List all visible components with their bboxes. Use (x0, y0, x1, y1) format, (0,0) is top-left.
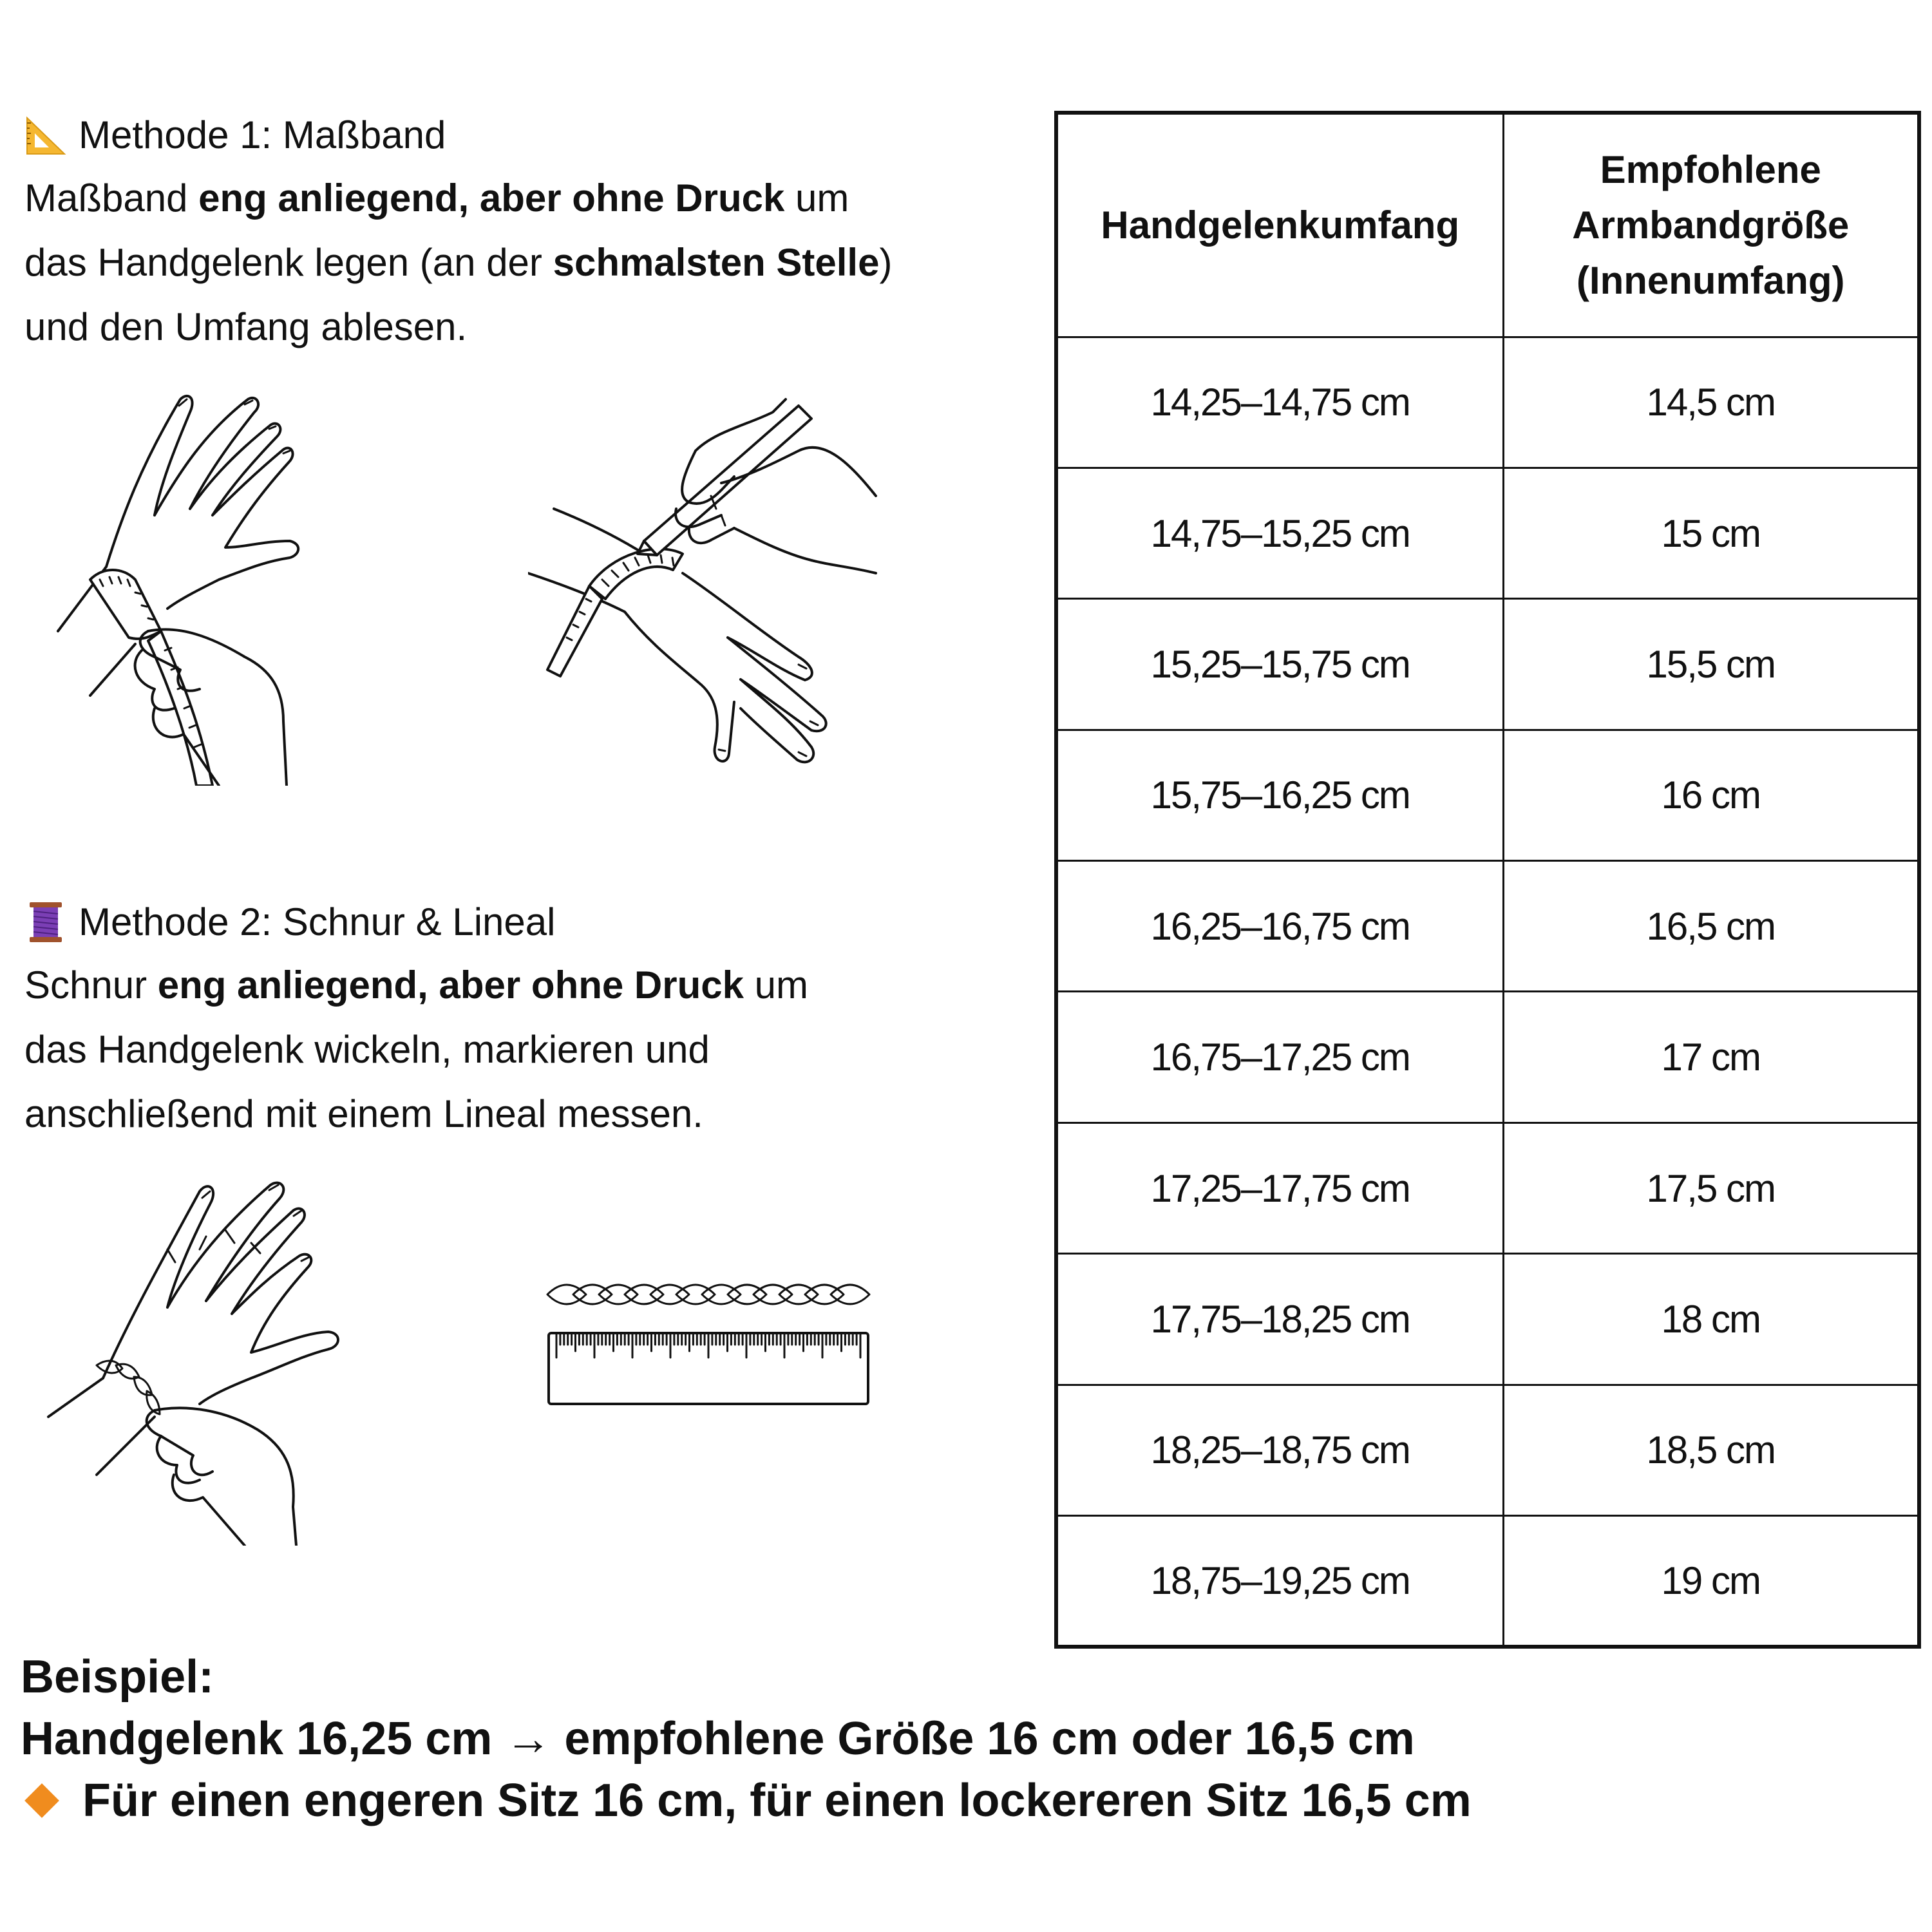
tape-measure-hand-illustration (52, 386, 322, 786)
size-cell: 15,5 cm (1503, 599, 1919, 730)
table-row (1056, 599, 1919, 730)
table-row (1056, 861, 1919, 992)
orange-diamond-icon (24, 1783, 59, 1818)
table-row (1056, 1122, 1919, 1253)
table-row (1056, 992, 1919, 1122)
string-hand-illustration (45, 1172, 354, 1546)
tape-and-pen-illustration (528, 386, 889, 786)
table-row (1056, 1254, 1919, 1385)
method-2-heading (24, 899, 555, 945)
range-cell: 18,75–19,25 cm (1056, 1516, 1503, 1647)
size-cell: 18,5 cm (1503, 1385, 1919, 1515)
triangular-ruler-icon (24, 114, 67, 156)
example-line-1: Handgelenk 16,25 cm → empfohlene Größe 16 cm oder 16,5 cm (21, 1713, 1415, 1765)
range-cell: 15,25–15,75 cm (1056, 599, 1503, 730)
size-cell: 16 cm (1503, 730, 1919, 860)
range-cell: 16,75–17,25 cm (1056, 992, 1503, 1122)
header-wrist-circumference: Handgelenkumfang (1056, 113, 1503, 337)
example-title: Beispiel: (21, 1651, 214, 1703)
table-row (1056, 1516, 1919, 1647)
method-1-title: Methode 1: Maßband (79, 113, 446, 156)
table-row (1056, 468, 1919, 598)
method-1-description: Maßband eng anliegend, aber ohne Druck um das Handgelenk legen (an der schmalsten Stelle) und den Umfang ablesen. (24, 176, 893, 348)
range-cell: 16,25–16,75 cm (1056, 861, 1503, 992)
table-row (1056, 337, 1919, 468)
range-cell: 14,75–15,25 cm (1056, 468, 1503, 598)
method-1-heading (24, 112, 446, 158)
range-cell: 18,25–18,75 cm (1056, 1385, 1503, 1515)
thread-spool-icon (24, 901, 67, 943)
method-2-description: Schnur eng anliegend, aber ohne Druck um das Handgelenk wickeln, markieren und anschließend mit einem Lineal messen. (24, 963, 809, 1135)
method-2-title: Methode 2: Schnur & Lineal (79, 900, 556, 943)
header-recommended-size: Empfohlene Armbandgröße (Innenumfang) (1503, 113, 1919, 337)
range-cell: 17,75–18,25 cm (1056, 1254, 1503, 1385)
range-cell: 14,25–14,75 cm (1056, 337, 1503, 468)
range-cell: 15,75–16,25 cm (1056, 730, 1503, 860)
size-cell: 17,5 cm (1503, 1122, 1919, 1253)
table-row (1056, 1385, 1919, 1515)
example-line-2 (21, 1770, 1472, 1832)
table-row (1056, 730, 1919, 860)
size-cell: 16,5 cm (1503, 861, 1919, 992)
table-header-row (1056, 113, 1919, 337)
string-and-ruler-illustration (541, 1275, 876, 1417)
size-cell: 15 cm (1503, 468, 1919, 598)
example-line-2-text: Für einen engeren Sitz 16 cm, für einen lockereren Sitz 16,5 cm (82, 1775, 1472, 1826)
size-cell: 14,5 cm (1503, 337, 1919, 468)
size-cell: 18 cm (1503, 1254, 1919, 1385)
range-cell: 17,25–17,75 cm (1056, 1122, 1503, 1253)
size-cell: 17 cm (1503, 992, 1919, 1122)
size-cell: 19 cm (1503, 1516, 1919, 1647)
size-table (1054, 111, 1921, 1649)
